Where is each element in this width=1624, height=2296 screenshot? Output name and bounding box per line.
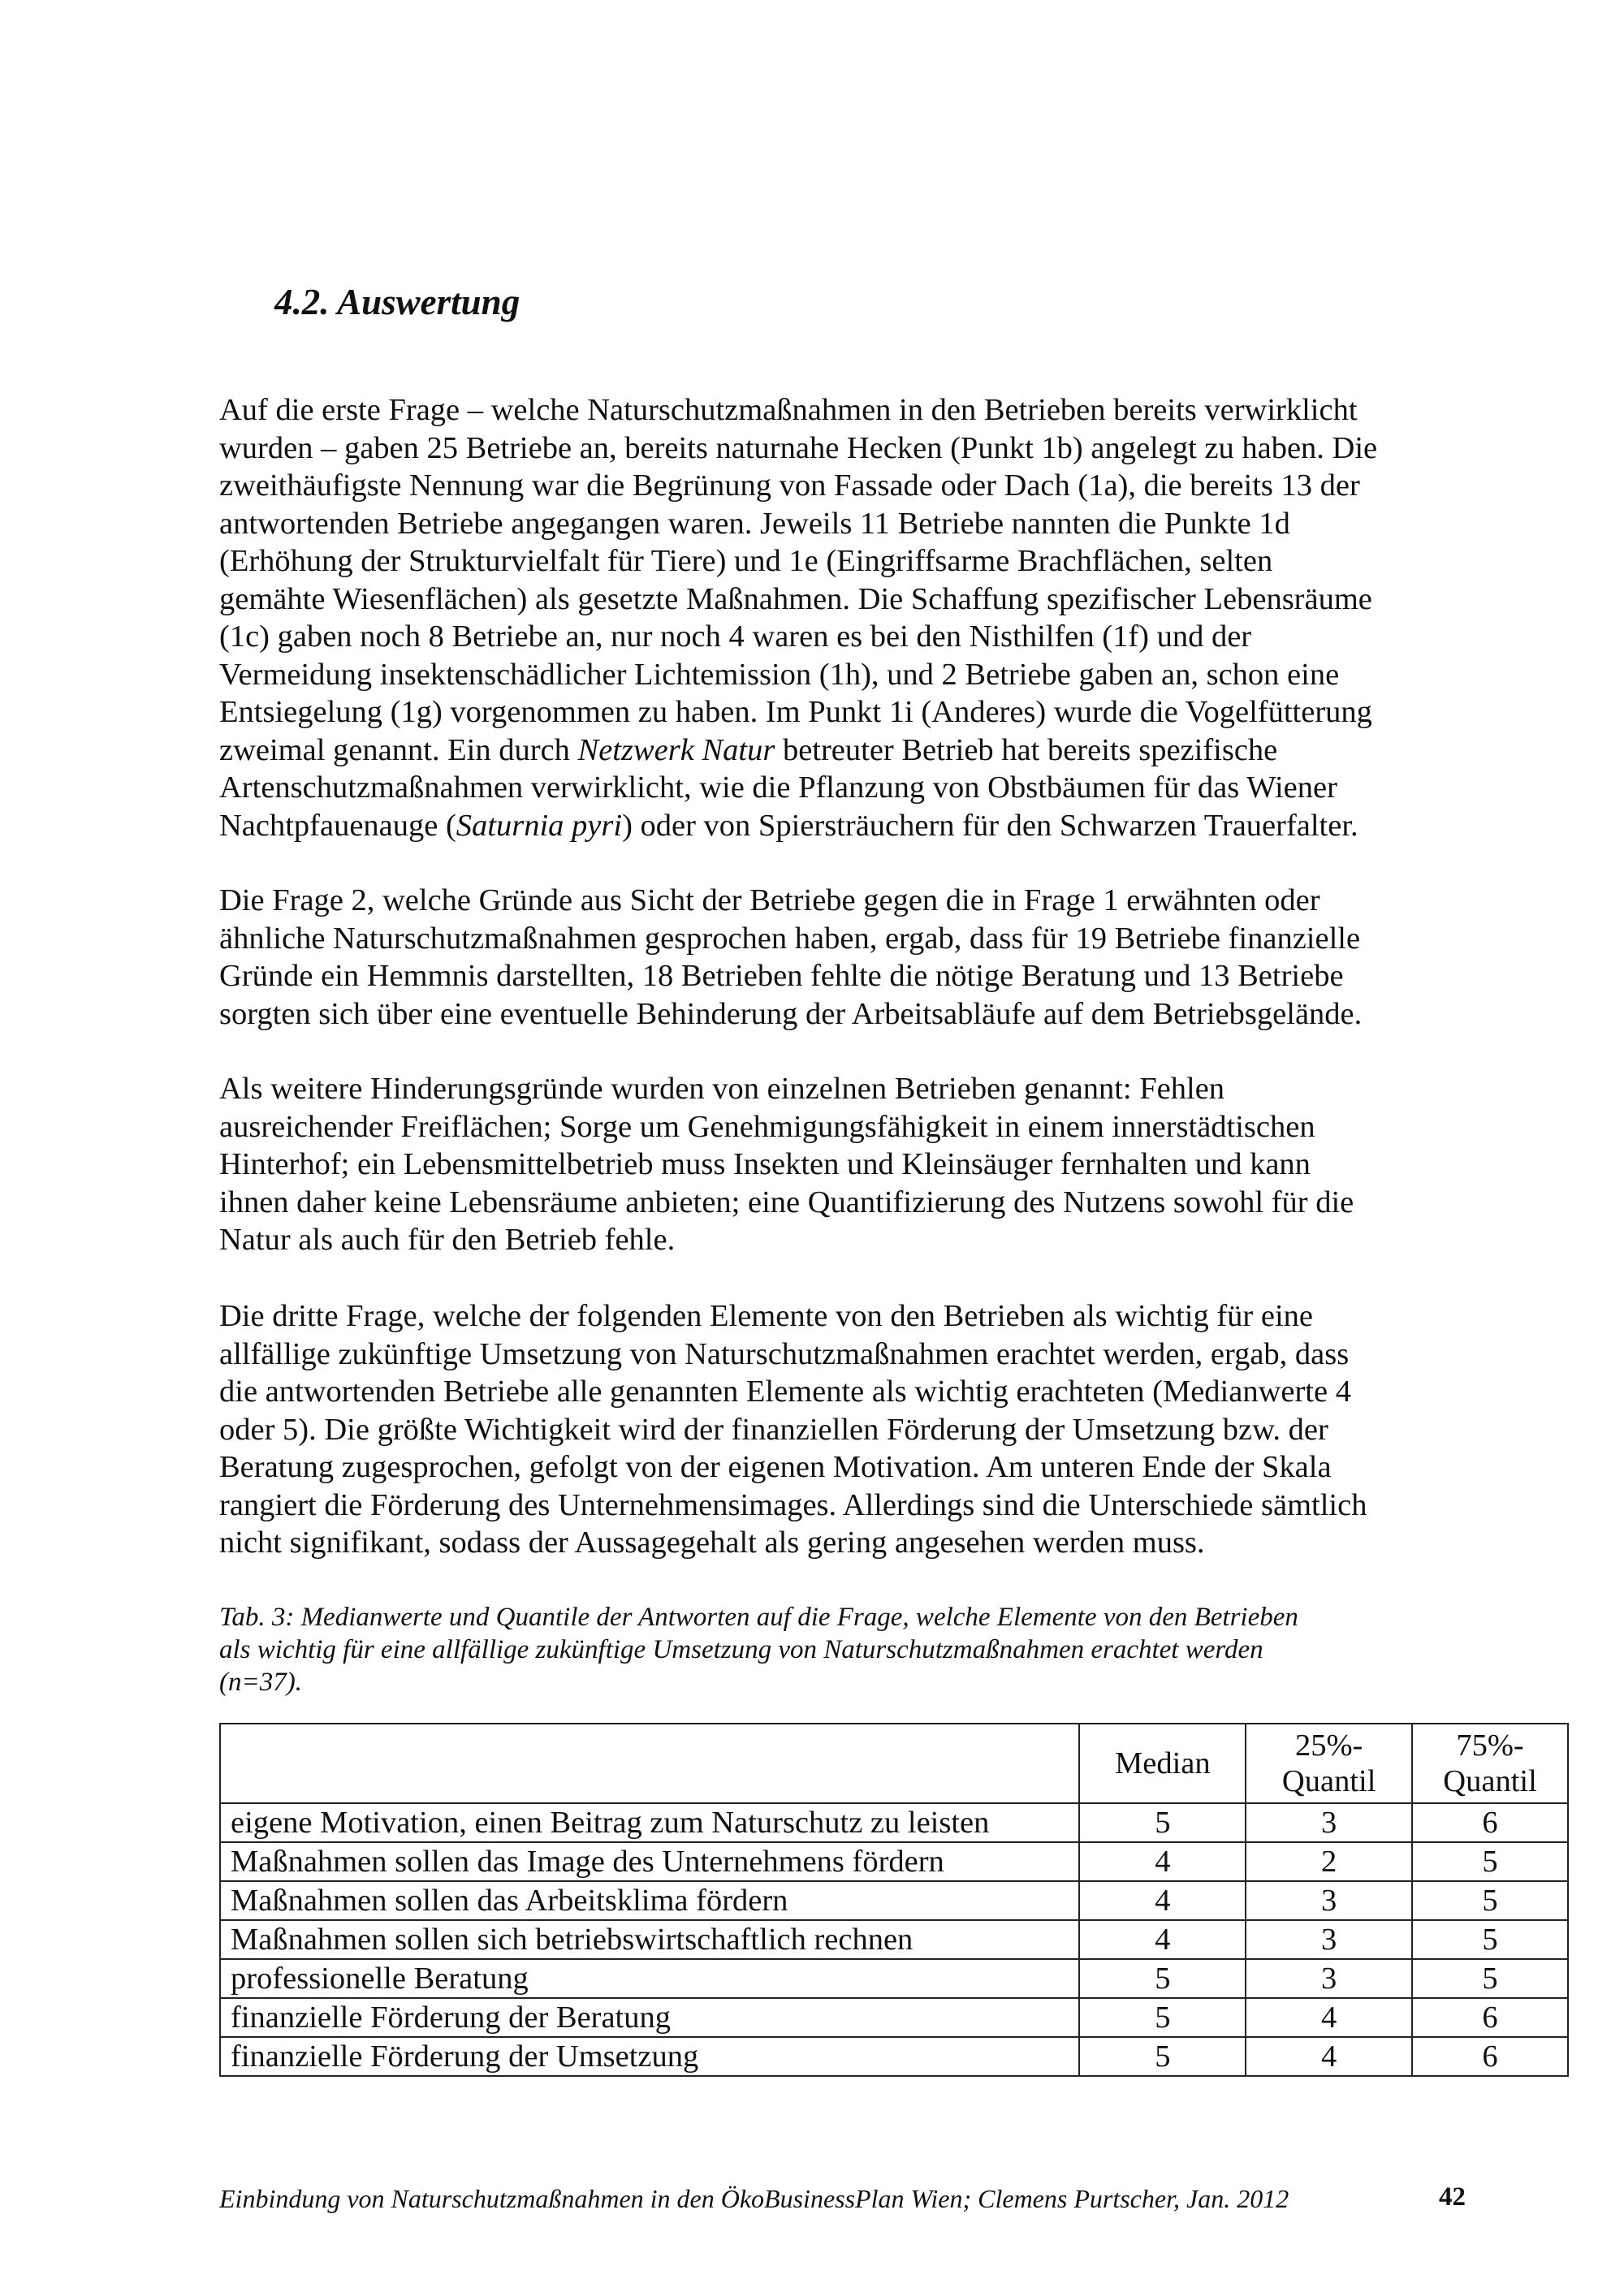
text-segment: nicht signifikant, sodass der Aussagegehalt als gering angesehen werden muss.	[219, 1526, 1205, 1560]
text-line	[219, 1297, 1367, 1336]
caption-line: als wichtig für eine allfällige zukünftige Umsetzung von Naturschutzmaßnahmen erachtet werden	[219, 1635, 1263, 1664]
text-line	[219, 542, 1377, 580]
text-segment: sorgten sich über eine eventuelle Behinderung der Arbeitsabläufe auf dem Betriebsgelände.	[219, 996, 1363, 1031]
text-line	[219, 656, 1377, 694]
text-segment: rangiert die Förderung des Unternehmensimages. Allerdings sind die Unterschiede sämtlich	[219, 1487, 1367, 1522]
text-segment: antwortenden Betriebe angegangen waren. Jeweils 11 Betriebe nannten die Punkte 1d	[219, 506, 1290, 541]
text-segment: ) oder von Spiersträuchern für den Schwarzen Trauerfalter.	[622, 808, 1358, 843]
value-cell: 6	[1412, 1803, 1568, 1842]
item-label-cell: Maßnahmen sollen das Image des Unternehmens fördern	[220, 1842, 1079, 1881]
text-line	[219, 732, 1377, 770]
table-header-row	[220, 1724, 1568, 1803]
value-cell: 6	[1412, 2037, 1568, 2076]
value-cell: 4	[1079, 1920, 1246, 1959]
value-cell: 4	[1079, 1881, 1246, 1920]
text-segment: ihnen daher keine Lebensräume anbieten; eine Quantifizierung des Nutzens sowohl für die	[219, 1185, 1354, 1219]
text-line	[219, 1184, 1354, 1222]
text-segment: Vermeidung insektenschädlicher Lichtemission (1h), und 2 Betriebe gaben an, schon eine	[219, 657, 1340, 692]
item-label-cell: eigene Motivation, einen Beitrag zum Naturschutz zu leisten	[220, 1803, 1079, 1842]
value-cell: 3	[1246, 1803, 1412, 1842]
caption-line: (n=37).	[219, 1668, 302, 1697]
text-line	[219, 505, 1377, 543]
text-segment: Beratung zugesprochen, gefolgt von der eigenen Motivation. Am unteren Ende der Skala	[219, 1450, 1332, 1484]
text-segment: zweithäufigste Nennung war die Begrünung von Fassade oder Dach (1a), die bereits 13 der	[219, 468, 1360, 503]
text-segment: Gründe ein Hemmnis darstellten, 18 Betrieben fehlte die nötige Beratung und 13 Betriebe	[219, 959, 1344, 993]
column-header	[220, 1724, 1079, 1803]
text-line	[219, 995, 1362, 1034]
text-line	[219, 580, 1377, 619]
page-footer: Einbindung von Naturschutzmaßnahmen in den ÖkoBusinessPlan Wien; Clemens Purtscher, Jan. 2012	[219, 2184, 1289, 2213]
text-segment: Auf die erste Frage – welche Naturschutzmaßnahmen in den Betrieben bereits verwirklicht	[219, 393, 1358, 427]
column-header	[1412, 1724, 1568, 1803]
text-segment: wurden – gaben 25 Betriebe an, bereits naturnahe Hecken (Punkt 1b) angelegt zu haben. Die	[219, 430, 1378, 465]
item-label-cell: finanzielle Förderung der Umsetzung	[220, 2037, 1079, 2076]
text-segment: Die Frage 2, welche Gründe aus Sicht der Betriebe gegen die in Frage 1 erwähnten oder	[219, 883, 1320, 917]
text-segment: allfällige zukünftige Umsetzung von Naturschutzmaßnahmen erachtet werden, ergab, dass	[219, 1336, 1350, 1371]
item-label-cell: professionelle Beratung	[220, 1959, 1079, 1998]
text-line	[219, 920, 1362, 958]
italic-text: Saturnia pyri	[456, 808, 623, 843]
text-segment: Als weitere Hinderungsgründe wurden von einzelnen Betrieben genannt: Fehlen	[219, 1072, 1225, 1106]
text-segment: Entsiegelung (1g) vorgenommen zu haben. Im Punkt 1i (Anderes) wurde die Vogelfütterung	[219, 695, 1372, 729]
text-line	[219, 1221, 1354, 1259]
text-line	[219, 1487, 1367, 1525]
text-line	[219, 1070, 1354, 1108]
value-cell: 5	[1079, 1998, 1246, 2037]
paragraph-2	[219, 882, 1362, 1033]
text-segment: Hinterhof; ein Lebensmittelbetrieb muss Insekten und Kleinsäuger fernhalten und kann	[219, 1147, 1311, 1181]
table-row	[220, 1842, 1568, 1881]
table-row	[220, 2037, 1568, 2076]
value-cell: 2	[1246, 1842, 1412, 1881]
text-line	[219, 1146, 1354, 1184]
paragraph-1	[219, 391, 1377, 844]
value-cell: 6	[1412, 1998, 1568, 2037]
column-header	[1079, 1724, 1246, 1803]
text-line	[219, 807, 1377, 845]
text-line	[219, 769, 1377, 807]
italic-text: Netzwerk Natur	[577, 732, 775, 767]
text-segment: gemähte Wiesenflächen) als gesetzte Maßnahmen. Die Schaffung spezifischer Lebensräume	[219, 581, 1372, 616]
text-line	[219, 1524, 1367, 1562]
text-line	[219, 618, 1377, 656]
text-segment: betreuter Betrieb hat bereits spezifische	[775, 732, 1278, 767]
text-segment: zweimal genannt. Ein durch	[219, 732, 578, 767]
text-segment: Nachtpfauenauge (	[219, 808, 456, 843]
page-number: 42	[1439, 2182, 1466, 2212]
text-segment: ausreichender Freiflächen; Sorge um Genehmigungsfähigkeit in einem innerstädtischen	[219, 1109, 1315, 1144]
table-row	[220, 1881, 1568, 1920]
text-segment: Artenschutzmaßnahmen verwirklicht, wie die Pflanzung von Obstbäumen für das Wiener	[219, 770, 1337, 805]
item-label-cell: Maßnahmen sollen sich betriebswirtschaftlich rechnen	[220, 1920, 1079, 1959]
text-segment: Natur als auch für den Betrieb fehle.	[219, 1223, 676, 1257]
value-cell: 5	[1412, 1920, 1568, 1959]
item-label-cell: Maßnahmen sollen das Arbeitsklima fördern	[220, 1881, 1079, 1920]
text-segment: ähnliche Naturschutzmaßnahmen gesprochen haben, ergab, dass für 19 Betriebe finanzielle	[219, 921, 1361, 956]
table-row	[220, 1959, 1568, 1998]
value-cell: 4	[1079, 1842, 1246, 1881]
text-line	[219, 693, 1377, 732]
value-cell: 3	[1246, 1881, 1412, 1920]
value-cell: 5	[1412, 1842, 1568, 1881]
column-header	[1246, 1724, 1412, 1803]
table-caption	[219, 1601, 1298, 1698]
text-line	[219, 1448, 1367, 1487]
text-line	[219, 391, 1377, 429]
text-line	[219, 429, 1377, 468]
text-segment: (Erhöhung der Strukturvielfalt für Tiere) und 1e (Eingriffsarme Brachflächen, selten	[219, 544, 1273, 578]
text-line	[219, 1108, 1354, 1146]
text-line	[219, 1373, 1367, 1411]
text-line	[219, 1336, 1367, 1374]
section-heading: 4.2. Auswertung	[274, 282, 520, 322]
text-segment: oder 5). Die größte Wichtigkeit wird der finanziellen Förderung der Umsetzung bzw. der	[219, 1412, 1328, 1447]
value-cell: 5	[1079, 2037, 1246, 2076]
text-line	[219, 957, 1362, 995]
value-cell: 4	[1246, 1998, 1412, 2037]
item-label-cell: finanzielle Förderung der Beratung	[220, 1998, 1079, 2037]
text-line	[219, 467, 1377, 505]
table-row	[220, 1998, 1568, 2037]
header-text: Quantil	[1443, 1764, 1537, 1798]
value-cell: 3	[1246, 1920, 1412, 1959]
value-cell: 5	[1079, 1803, 1246, 1842]
paragraph-4	[219, 1297, 1367, 1562]
value-cell: 5	[1412, 1881, 1568, 1920]
header-text: 25%-	[1294, 1728, 1363, 1763]
header-text: 75%-	[1456, 1728, 1524, 1763]
value-cell: 5	[1079, 1959, 1246, 1998]
paragraph-3	[219, 1070, 1354, 1259]
value-cell: 5	[1412, 1959, 1568, 1998]
text-line	[219, 882, 1362, 920]
value-cell: 4	[1246, 2037, 1412, 2076]
table-row	[220, 1803, 1568, 1842]
header-text: Quantil	[1281, 1764, 1376, 1798]
header-text: Median	[1115, 1746, 1211, 1780]
table-row	[220, 1920, 1568, 1959]
text-segment: die antwortenden Betriebe alle genannten Elemente als wichtig erachteten (Medianwerte 4	[219, 1375, 1351, 1409]
results-table	[219, 1723, 1569, 2077]
text-segment: Die dritte Frage, welche der folgenden Elemente von den Betrieben als wichtig für eine	[219, 1299, 1313, 1333]
text-segment: (1c) gaben noch 8 Betriebe an, nur noch 4 waren es bei den Nisthilfen (1f) und der	[219, 619, 1252, 654]
caption-line: Tab. 3: Medianwerte und Quantile der Antworten auf die Frage, welche Elemente von den Betrieben	[219, 1603, 1298, 1632]
text-line	[219, 1411, 1367, 1449]
value-cell: 3	[1246, 1959, 1412, 1998]
